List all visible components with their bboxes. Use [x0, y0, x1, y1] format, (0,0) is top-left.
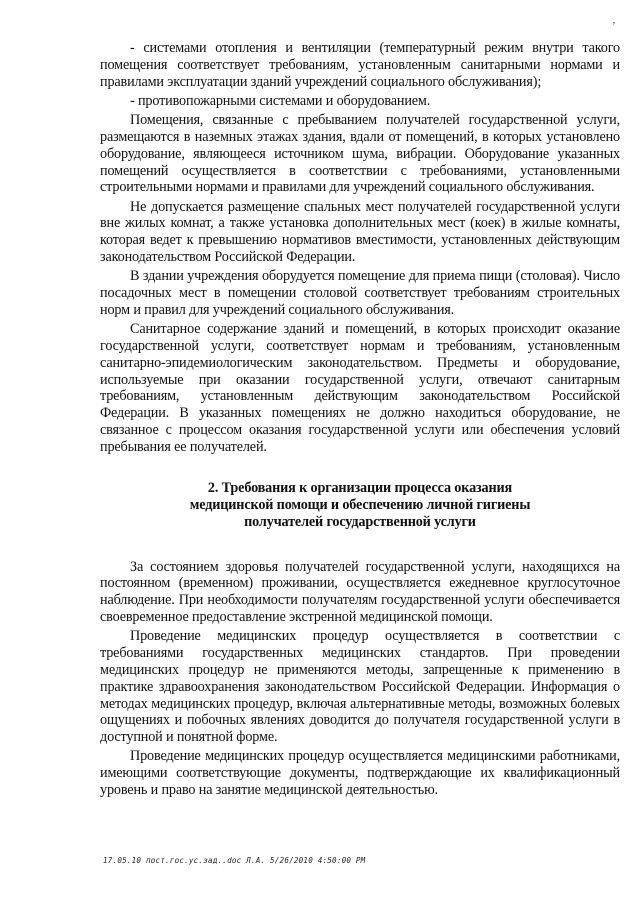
section-heading-line-3: получателей государственной услуги — [244, 513, 476, 530]
document-footer: 17.05.10 пост.гос.ус.зад..doc Л.А. 5/26/2010 4:50:00 PM — [103, 856, 366, 865]
paragraph-medical-staff: Проведение медицинских процедур осуществляется медицинскими работниками, имеющими соответствующие документы, подтверждающие их квалификационный уровень и право на занятие медицинской деятельностью. — [100, 748, 620, 798]
paragraph-health-monitoring: За состоянием здоровья получателей государственной услуги, находящихся на постоянном (временном) проживании, осуществляется ежедневное круглосуточное наблюдение. При необходимости получателям государственной услуги обеспечивается своевременное предоставление экстренной медицинской помощи. — [100, 558, 620, 626]
corner-mark: ’ — [612, 20, 616, 32]
paragraph-fire-systems: - противопожарными системами и оборудованием. — [130, 92, 431, 109]
paragraph-dining-room: В здании учреждения оборудуется помещение для приема пищи (столовая). Число посадочных мест в помещении столовой соответствует требованиям строительных норм и правил для учреждений социального обслуживания. — [100, 268, 620, 318]
section-heading-line-2: медицинской помощи и обеспечению личной гигиены — [189, 496, 531, 513]
document-body — [100, 40, 620, 801]
section-heading-line-1: 2. Требования к организации процесса оказания — [207, 479, 513, 496]
paragraph-sleeping-places: Не допускается размещение спальных мест получателей государственной услуги вне жилых комнат, а также установка дополнительных мест (коек) в жилые комнаты, которая ведет к превышению нормативов вместимости, установленных действующим законодательством Российской Федерации. — [100, 198, 620, 266]
section-heading — [100, 480, 620, 531]
paragraph-sanitary: Санитарное содержание зданий и помещений, в которых происходит оказание государственной услуги, соответствует нормам и требованиям, установленным санитарно-эпидемиологическим законодательством. Предметы и оборудование, используемые при оказании государственной услуги, отвечают санитарным требованиям, установленным действующим законодательством Российской Федерации. В указанных помещениях не должно находиться оборудование, не связанное с процессом оказания государственной услуги или обеспечения условий пребывания ее получателей. — [100, 321, 620, 455]
paragraph-heating: - системами отопления и вентиляции (температурный режим внутри такого помещения соответствует требованиям, установленным санитарными нормами и правилами эксплуатации зданий учреждений социального обслуживания); — [100, 40, 620, 90]
paragraph-medical-procedures: Проведение медицинских процедур осуществляется в соответствии с требованиями государственных медицинских стандартов. При проведении медицинских процедур не применяются методы, запрещенные к применению в практике здравоохранения законодательством Российской Федерации. Информация о методах медицинских процедур, включая альтернативные методы, возможных болевых ощущениях и побочных явлениях доводится до получателя государственной услуги в доступной и понятной форме. — [100, 628, 620, 746]
paragraph-premises: Помещения, связанные с пребыванием получателей государственной услуги, размещаются в наземных этажах здания, вдали от помещений, в которых установлено оборудование, являющееся источником шума, вибрации. Оборудование указанных помещений осуществляется в соответствии с требованиями, установленными строительными нормами и правилами для учреждений социального обслуживания. — [100, 112, 620, 196]
